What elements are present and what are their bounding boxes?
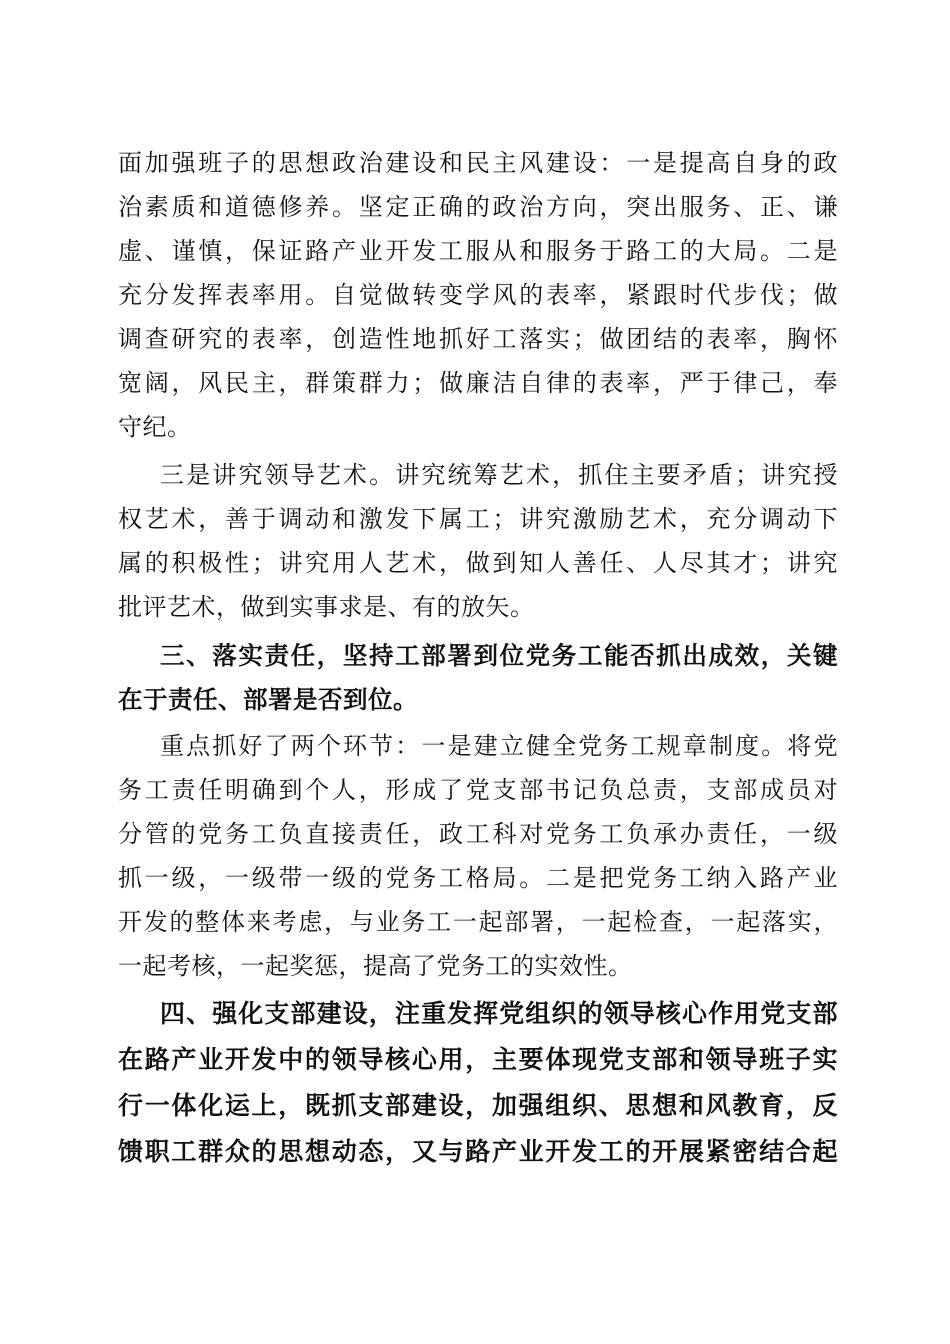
text-line: 虚、谨慎，保证路产业开发工服从和服务于路工的大局。二是	[118, 237, 838, 265]
text-line: 宽阔，风民主，群策群力；做廉洁自律的表率，严于律己，奉	[118, 369, 838, 397]
text-line: 治素质和道德修养。坚定正确的政治方向，突出服务、正、谦	[118, 193, 838, 221]
text-line: 守纪。	[118, 413, 192, 441]
text-line: 三是讲究领导艺术。讲究统筹艺术，抓住主要矛盾；讲究授	[160, 461, 838, 489]
heading-line: 行一体化运上，既抓支部建设，加强组织、思想和风教育，反	[118, 1091, 838, 1120]
heading-line: 馈职工群众的思想动态，又与路产业开发工的开展紧密结合起	[118, 1137, 838, 1166]
text-line: 属的积极性；讲究用人艺术，做到知人善任、人尽其才；讲究	[118, 549, 838, 577]
paragraph-4	[118, 724, 838, 988]
heading-line: 四、强化支部建设，注重发挥党组织的领导核心作用党支部	[160, 999, 838, 1028]
text-line: 调查研究的表率，创造性地抓好工落实；做团结的表率，胸怀	[118, 325, 838, 353]
text-line: 开发的整体来考虑，与业务工一起部署，一起检查，一起落实，	[118, 908, 838, 936]
text-line: 面加强班子的思想政治建设和民主风建设：一是提高自身的政	[118, 149, 838, 177]
paragraph-1	[118, 141, 838, 449]
heading-line: 三、落实责任，坚持工部署到位党务工能否抓出成效，关键	[160, 641, 838, 670]
paragraph-2	[118, 453, 838, 629]
text-line: 重点抓好了两个环节：一是建立健全党务工规章制度。将党	[160, 732, 838, 760]
section-heading-3	[118, 634, 838, 722]
section-heading-4	[118, 991, 838, 1175]
text-line: 充分发挥表率用。自觉做转变学风的表率，紧跟时代步伐；做	[118, 281, 838, 309]
text-line: 务工责任明确到个人，形成了党支部书记负总责，支部成员对	[118, 776, 838, 804]
heading-line: 在于责任、部署是否到位。	[118, 685, 418, 714]
text-line: 批评艺术，做到实事求是、有的放矢。	[118, 593, 535, 621]
heading-line: 在路产业开发中的领导核心用，主要体现党支部和领导班子实	[118, 1045, 838, 1074]
text-line: 一起考核，一起奖惩，提高了党务工的实效性。	[118, 952, 633, 980]
text-line: 分管的党务工负直接责任，政工科对党务工负承办责任，一级	[118, 820, 838, 848]
text-line: 抓一级，一级带一级的党务工格局。二是把党务工纳入路产业	[118, 864, 838, 892]
text-line: 权艺术，善于调动和激发下属工；讲究激励艺术，充分调动下	[118, 505, 838, 533]
